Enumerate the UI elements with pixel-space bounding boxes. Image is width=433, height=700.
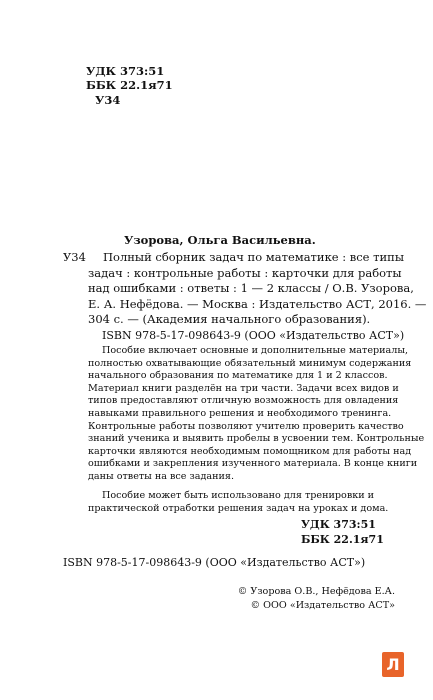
annotation-line: даны ответы на все задания. — [88, 470, 234, 482]
bbk-code-bottom: ББК 22.1я71 — [301, 533, 384, 546]
copyright-block — [238, 585, 395, 613]
annotation-paragraph — [88, 345, 424, 484]
card-isbn: ISBN 978-5-17-098643-9 (ООО «Издательство АСТ») — [102, 329, 405, 342]
annotation-line: знаний ученика и выявить пробелы в усвоении тем. Контрольные — [88, 433, 425, 445]
annotation-line: Пособие может быть использовано для тренировки и — [102, 490, 375, 501]
card-line: 304 с. — (Академия начального образования). — [88, 312, 371, 326]
udk-code: УДК 373:51 — [86, 64, 165, 78]
author-mark: У34 — [95, 93, 121, 107]
annotation-line: карточки являются необходимым помощником для работы над — [88, 445, 412, 457]
card-mark: У34 — [63, 250, 86, 264]
card-line: Е. А. Нефёдова. — Москва : Издательство АСТ, 2016. — — [88, 296, 427, 311]
publisher-logo — [382, 652, 404, 677]
publisher-logo-letter: Л — [386, 655, 400, 674]
bbk-code: ББК 22.1я71 — [86, 78, 173, 92]
annotation-line: Контрольные работы позволяют учителю проверить качество — [88, 420, 404, 432]
card-line: задач : контрольные работы : карточки для работы — [88, 265, 402, 280]
card-line: над ошибками : ответы : 1 — 2 классы / О.В. Узорова, — [88, 281, 414, 295]
annotation-line: навыками правильного решения и необходимого тренинга. — [88, 407, 392, 419]
udk-code-bottom: УДК 373:51 — [301, 518, 376, 531]
card-line: Полный сборник задач по математике : все типы — [103, 250, 404, 264]
annotation-line: типов предоставляют отличную возможность для овладения — [88, 395, 399, 407]
copyright-line: © Узорова О.В., Нефёдова Е.А. — [237, 586, 395, 597]
isbn-bottom: ISBN 978-5-17-098643-9 (ООО «Издательство АСТ») — [63, 556, 366, 569]
copyright-line: © ООО «Издательство АСТ» — [250, 600, 395, 611]
annotation-line: полностью охватывающие обязательный минимум содержания — [88, 357, 412, 369]
card-author: Узорова, Ольга Васильевна. — [124, 233, 316, 247]
annotation-line: практической отработки решения задач на уроках и дома. — [88, 502, 389, 514]
annotation-line: Пособие включает основные и дополнительные материалы, — [102, 345, 409, 356]
annotation-line: ошибками и закрепления изученного материала. В конце книги — [88, 458, 418, 470]
annotation-paragraph — [88, 490, 388, 515]
annotation-line: начального образования по математике для 1 и 2 классов. — [88, 370, 388, 382]
annotation-line: Материал книги разделён на три части. Задачи всех видов и — [88, 382, 399, 394]
